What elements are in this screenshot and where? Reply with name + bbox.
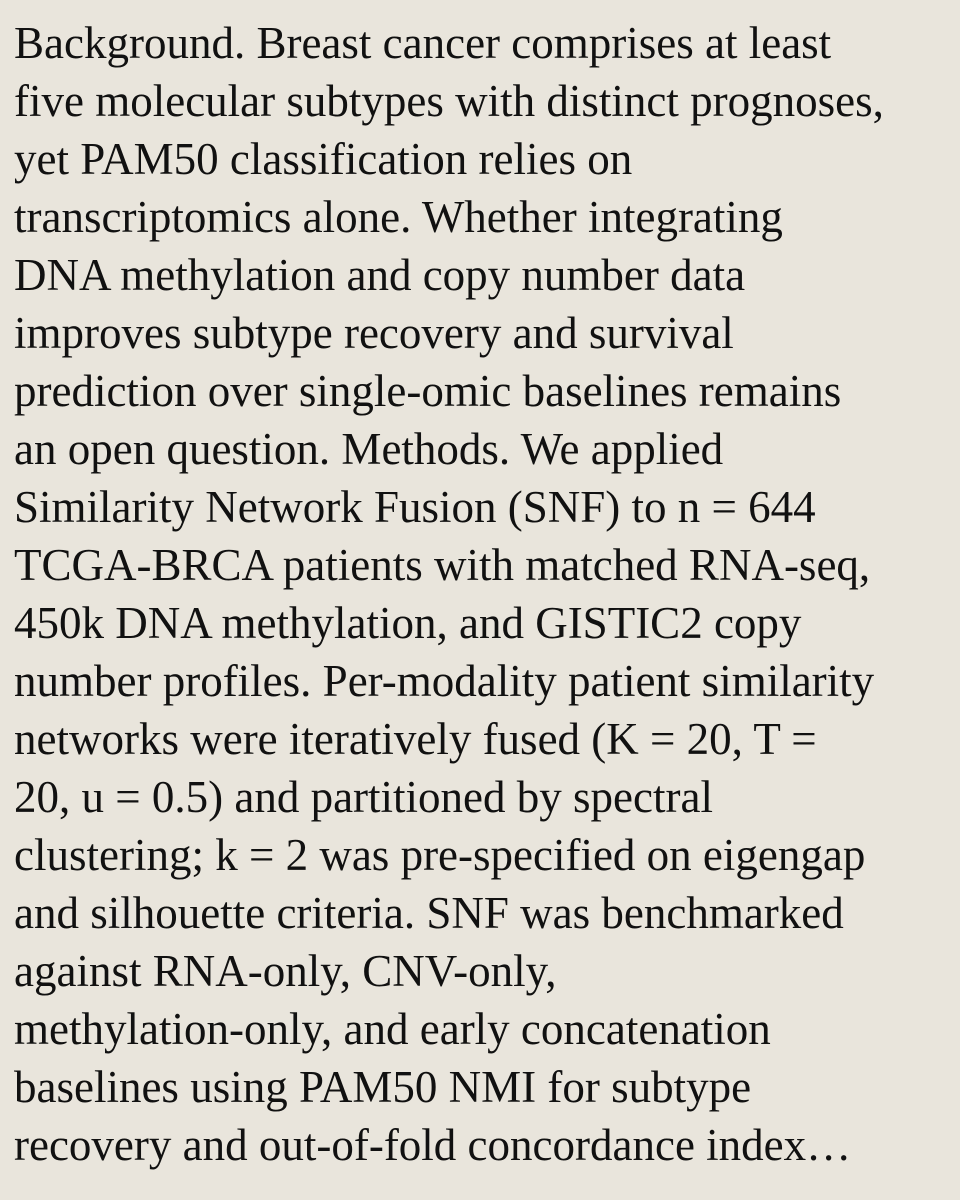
- text-line: yet PAM50 classification relies on: [14, 134, 633, 184]
- text-line: clustering; k = 2 was pre-specified on eigengap: [14, 830, 866, 880]
- text-line: five molecular subtypes with distinct prognoses,: [14, 76, 884, 126]
- text-line: improves subtype recovery and survival: [14, 308, 734, 358]
- text-line: number profiles. Per-modality patient similarity: [14, 656, 875, 706]
- text-line: Background. Breast cancer comprises at least: [14, 18, 832, 68]
- text-line: against RNA-only, CNV-only,: [14, 946, 557, 996]
- text-line: and silhouette criteria. SNF was benchmarked: [14, 888, 844, 938]
- text-line: 450k DNA methylation, and GISTIC2 copy: [14, 598, 802, 648]
- text-line: networks were iteratively fused (K = 20, T =: [14, 714, 817, 764]
- text-line: baselines using PAM50 NMI for subtype: [14, 1062, 752, 1112]
- text-line: recovery and out-of-fold concordance index…: [14, 1120, 852, 1170]
- text-line: transcriptomics alone. Whether integrating: [14, 192, 783, 242]
- text-line: DNA methylation and copy number data: [14, 250, 746, 300]
- abstract-text: [14, 14, 884, 1174]
- text-line: prediction over single-omic baselines remains: [14, 366, 842, 416]
- text-line: Similarity Network Fusion (SNF) to n = 644: [14, 482, 816, 532]
- text-line: TCGA-BRCA patients with matched RNA-seq,: [14, 540, 871, 590]
- text-line: 20, u = 0.5) and partitioned by spectral: [14, 772, 713, 822]
- text-line: an open question. Methods. We applied: [14, 424, 724, 474]
- text-line: methylation-only, and early concatenation: [14, 1004, 771, 1054]
